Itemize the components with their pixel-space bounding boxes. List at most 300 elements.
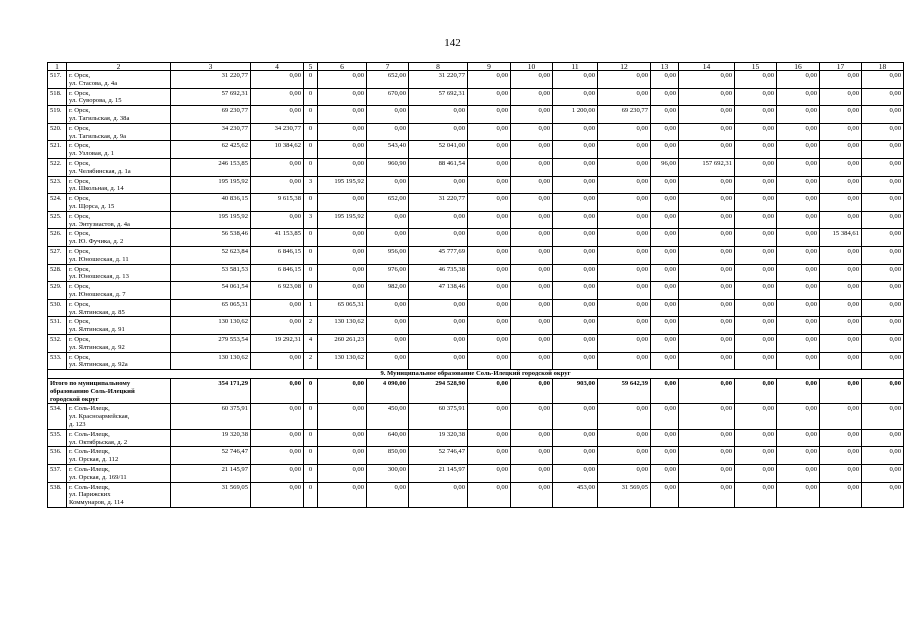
row-number: 520.	[48, 123, 67, 141]
value-cell: 0,00	[735, 71, 777, 89]
value-cell: 0,00	[735, 317, 777, 335]
value-cell: 3	[304, 176, 318, 194]
value-cell: 0,00	[820, 334, 862, 352]
row-number: 528.	[48, 264, 67, 282]
value-cell: 0,00	[468, 229, 511, 247]
value-cell: 0,00	[777, 123, 820, 141]
value-cell: 0,00	[511, 429, 553, 447]
column-header: 3	[171, 63, 251, 71]
value-cell: 130 130,62	[318, 352, 367, 370]
value-cell: 0,00	[651, 299, 679, 317]
value-cell: 0,00	[511, 88, 553, 106]
value-cell: 0,00	[651, 447, 679, 465]
value-cell: 0,00	[820, 211, 862, 229]
value-cell: 0,00	[511, 264, 553, 282]
row-number: 530.	[48, 299, 67, 317]
value-cell: 0,00	[862, 299, 904, 317]
value-cell: 41 153,85	[251, 229, 304, 247]
value-cell: 0,00	[820, 264, 862, 282]
value-cell: 45 777,69	[409, 246, 468, 264]
value-cell: 0,00	[553, 404, 598, 429]
value-cell: 0,00	[777, 447, 820, 465]
value-cell: 0,00	[553, 141, 598, 159]
value-cell: 300,00	[367, 465, 409, 483]
value-cell: 0	[304, 141, 318, 159]
total-value-cell: 0,00	[735, 379, 777, 404]
value-cell: 260 261,23	[318, 334, 367, 352]
value-cell: 0,00	[553, 447, 598, 465]
value-cell: 0,00	[862, 465, 904, 483]
cell-line: ул. Юношеская, д. 7	[69, 290, 126, 298]
value-cell: 0,00	[367, 229, 409, 247]
table-row	[48, 229, 904, 247]
column-header-row	[48, 63, 904, 71]
value-cell: 0	[304, 106, 318, 124]
column-header: 14	[679, 63, 735, 71]
cell-line: г. Орск,	[69, 265, 91, 273]
value-cell: 6 846,15	[251, 246, 304, 264]
value-cell: 0,00	[862, 334, 904, 352]
cell-line: ул. Ялтинская, д. 92	[69, 343, 125, 351]
value-cell: 157 692,31	[679, 158, 735, 176]
value-cell: 0,00	[777, 465, 820, 483]
value-cell: 0	[304, 465, 318, 483]
value-cell: 670,00	[367, 88, 409, 106]
value-cell: 0,00	[367, 106, 409, 124]
value-cell: 0,00	[553, 123, 598, 141]
cell-line: Коммунаров, д. 114	[69, 499, 124, 507]
value-cell: 0,00	[409, 211, 468, 229]
value-cell: 0,00	[598, 282, 651, 300]
table-row	[48, 176, 904, 194]
value-cell: 0,00	[735, 352, 777, 370]
value-cell: 0,00	[679, 246, 735, 264]
value-cell: 652,00	[367, 71, 409, 89]
value-cell: 0,00	[318, 158, 367, 176]
table-row	[48, 141, 904, 159]
value-cell: 0,00	[318, 482, 367, 507]
value-cell: 0,00	[651, 246, 679, 264]
value-cell: 0,00	[553, 429, 598, 447]
value-cell: 2	[304, 352, 318, 370]
value-cell: 0,00	[820, 71, 862, 89]
value-cell: 130 130,62	[171, 352, 251, 370]
value-cell: 0,00	[511, 246, 553, 264]
value-cell: 0	[304, 158, 318, 176]
value-cell: 0,00	[367, 334, 409, 352]
value-cell: 0,00	[409, 229, 468, 247]
value-cell: 0,00	[553, 158, 598, 176]
value-cell: 54 061,54	[171, 282, 251, 300]
total-value-cell: 4 090,00	[367, 379, 409, 404]
value-cell: 0,00	[511, 229, 553, 247]
value-cell: 88 461,54	[409, 158, 468, 176]
value-cell: 0	[304, 447, 318, 465]
total-value-cell: 0,00	[777, 379, 820, 404]
value-cell: 52 041,00	[409, 141, 468, 159]
value-cell: 0	[304, 246, 318, 264]
value-cell: 246 153,85	[171, 158, 251, 176]
value-cell: 0,00	[468, 106, 511, 124]
value-cell: 0,00	[511, 482, 553, 507]
cell-line: г. Орск,	[69, 142, 91, 150]
value-cell: 31 220,77	[409, 71, 468, 89]
value-cell: 0,00	[735, 429, 777, 447]
value-cell: 0,00	[511, 317, 553, 335]
value-cell: 0,00	[651, 334, 679, 352]
value-cell: 0,00	[735, 211, 777, 229]
value-cell: 0,00	[735, 88, 777, 106]
value-cell: 0,00	[553, 352, 598, 370]
total-value-cell: 354 171,29	[171, 379, 251, 404]
cell-line: г. Орск,	[69, 230, 91, 238]
value-cell: 0,00	[679, 123, 735, 141]
row-number: 527.	[48, 246, 67, 264]
value-cell: 0,00	[511, 282, 553, 300]
address-cell	[67, 429, 171, 447]
value-cell: 0,00	[777, 71, 820, 89]
value-cell: 0,00	[251, 447, 304, 465]
value-cell: 0,00	[468, 282, 511, 300]
column-header: 6	[318, 63, 367, 71]
value-cell: 0,00	[251, 106, 304, 124]
value-cell: 0,00	[820, 317, 862, 335]
value-cell: 0,00	[318, 404, 367, 429]
value-cell: 0,00	[777, 482, 820, 507]
column-header: 10	[511, 63, 553, 71]
column-header: 8	[409, 63, 468, 71]
value-cell: 10 384,62	[251, 141, 304, 159]
value-cell: 0,00	[468, 176, 511, 194]
value-cell: 850,00	[367, 447, 409, 465]
value-cell: 0,00	[820, 194, 862, 212]
value-cell: 0,00	[735, 141, 777, 159]
value-cell: 0,00	[553, 211, 598, 229]
total-value-cell: 0,00	[820, 379, 862, 404]
cell-line: образованию Соль-Илецкий	[50, 387, 135, 395]
table-row	[48, 88, 904, 106]
value-cell: 0,00	[251, 211, 304, 229]
value-cell: 0,00	[820, 404, 862, 429]
value-cell: 0,00	[651, 352, 679, 370]
value-cell: 0,00	[468, 334, 511, 352]
value-cell: 960,90	[367, 158, 409, 176]
value-cell: 0,00	[777, 299, 820, 317]
row-number: 538.	[48, 482, 67, 507]
value-cell: 0,00	[598, 447, 651, 465]
value-cell: 21 145,97	[171, 465, 251, 483]
address-cell	[67, 246, 171, 264]
column-header: 18	[862, 63, 904, 71]
value-cell: 0,00	[598, 123, 651, 141]
row-number: 536.	[48, 447, 67, 465]
total-value-cell: 0,00	[318, 379, 367, 404]
value-cell: 0,00	[651, 264, 679, 282]
column-header: 5	[304, 63, 318, 71]
value-cell: 0,00	[820, 106, 862, 124]
value-cell: 0,00	[553, 246, 598, 264]
value-cell: 0,00	[777, 317, 820, 335]
cell-line: г. Соль-Илецк,	[69, 466, 110, 474]
value-cell: 0,00	[651, 211, 679, 229]
value-cell: 0,00	[820, 299, 862, 317]
value-cell: 0,00	[862, 482, 904, 507]
value-cell: 0,00	[862, 88, 904, 106]
value-cell: 0,00	[651, 88, 679, 106]
value-cell: 0,00	[862, 317, 904, 335]
value-cell: 0,00	[679, 88, 735, 106]
value-cell: 0,00	[251, 158, 304, 176]
address-cell	[67, 317, 171, 335]
value-cell: 0,00	[862, 158, 904, 176]
cell-line: г. Орск,	[69, 212, 91, 220]
value-cell: 0,00	[777, 194, 820, 212]
value-cell: 0,00	[598, 465, 651, 483]
value-cell: 0,00	[553, 299, 598, 317]
value-cell: 60 375,91	[171, 404, 251, 429]
value-cell: 0,00	[679, 211, 735, 229]
cell-line: г. Соль-Илецк,	[69, 405, 110, 413]
cell-line: ул. Щорса, д. 15	[69, 202, 115, 210]
value-cell: 6 846,15	[251, 264, 304, 282]
cell-line: г. Орск,	[69, 318, 91, 326]
value-cell: 0,00	[651, 106, 679, 124]
value-cell: 0,00	[468, 429, 511, 447]
value-cell: 0,00	[735, 106, 777, 124]
cell-line: ул. Школьная, д. 14	[69, 185, 124, 193]
address-cell	[67, 71, 171, 89]
address-cell	[67, 282, 171, 300]
cell-line: ул. Ялтинская, д. 91	[69, 326, 125, 334]
cell-line: г. Орск,	[69, 195, 91, 203]
column-header: 15	[735, 63, 777, 71]
value-cell: 0	[304, 194, 318, 212]
value-cell: 0,00	[318, 106, 367, 124]
value-cell: 640,00	[367, 429, 409, 447]
value-cell: 56 538,46	[171, 229, 251, 247]
address-cell	[67, 194, 171, 212]
value-cell: 0,00	[820, 158, 862, 176]
value-cell: 0,00	[251, 299, 304, 317]
value-cell: 0,00	[367, 482, 409, 507]
cell-line: ул. Тагильская, д. 38а	[69, 114, 130, 122]
value-cell: 0,00	[735, 447, 777, 465]
value-cell: 0,00	[511, 465, 553, 483]
value-cell: 2	[304, 317, 318, 335]
row-number: 521.	[48, 141, 67, 159]
value-cell: 0,00	[651, 194, 679, 212]
cell-line: г. Орск,	[69, 300, 91, 308]
value-cell: 0,00	[511, 352, 553, 370]
table-row	[48, 429, 904, 447]
value-cell: 0,00	[468, 317, 511, 335]
value-cell: 0,00	[251, 88, 304, 106]
value-cell: 0,00	[367, 211, 409, 229]
value-cell: 3	[304, 211, 318, 229]
value-cell: 0,00	[553, 264, 598, 282]
value-cell: 0,00	[862, 194, 904, 212]
address-cell	[67, 334, 171, 352]
value-cell: 0,00	[820, 352, 862, 370]
value-cell: 0,00	[862, 176, 904, 194]
value-cell: 0,00	[598, 429, 651, 447]
address-cell	[67, 264, 171, 282]
value-cell: 0,00	[598, 229, 651, 247]
address-cell	[67, 404, 171, 429]
value-cell: 0,00	[679, 282, 735, 300]
value-cell: 0,00	[598, 264, 651, 282]
value-cell: 4	[304, 334, 318, 352]
value-cell: 543,40	[367, 141, 409, 159]
value-cell: 31 569,05	[598, 482, 651, 507]
value-cell: 0,00	[735, 465, 777, 483]
value-cell: 0,00	[679, 352, 735, 370]
value-cell: 0,00	[598, 194, 651, 212]
table-row	[48, 246, 904, 264]
value-cell: 0	[304, 282, 318, 300]
row-number: 532.	[48, 334, 67, 352]
cell-line: ул. Юношеская, д. 13	[69, 273, 129, 281]
value-cell: 15 384,61	[820, 229, 862, 247]
address-cell	[67, 158, 171, 176]
address-cell	[67, 211, 171, 229]
value-cell: 21 145,97	[409, 465, 468, 483]
row-number: 534.	[48, 404, 67, 429]
value-cell: 52 623,84	[171, 246, 251, 264]
value-cell: 0,00	[679, 429, 735, 447]
value-cell: 0,00	[367, 299, 409, 317]
value-cell: 0	[304, 429, 318, 447]
value-cell: 0,00	[468, 447, 511, 465]
cell-line: д. 123	[69, 421, 86, 429]
value-cell: 0,00	[409, 176, 468, 194]
value-cell: 0,00	[367, 352, 409, 370]
value-cell: 65 065,31	[318, 299, 367, 317]
table-row	[48, 465, 904, 483]
cell-line: г. Орск,	[69, 283, 91, 291]
cell-line: г. Орск,	[69, 72, 91, 79]
value-cell: 0,00	[511, 299, 553, 317]
value-cell: 0,00	[735, 123, 777, 141]
total-label	[48, 379, 171, 404]
total-value-cell: 0,00	[651, 379, 679, 404]
value-cell: 0,00	[598, 71, 651, 89]
value-cell: 0,00	[409, 482, 468, 507]
value-cell: 62 425,62	[171, 141, 251, 159]
value-cell: 0,00	[468, 88, 511, 106]
value-cell: 19 320,38	[409, 429, 468, 447]
value-cell: 0,00	[598, 211, 651, 229]
value-cell: 1	[304, 299, 318, 317]
value-cell: 982,00	[367, 282, 409, 300]
value-cell: 0,00	[598, 176, 651, 194]
column-header: 7	[367, 63, 409, 71]
value-cell: 0,00	[820, 88, 862, 106]
total-value-cell: 0,00	[511, 379, 553, 404]
value-cell: 0,00	[777, 229, 820, 247]
cell-line: ул. Орская, д. 169/11	[69, 473, 127, 481]
value-cell: 34 230,77	[171, 123, 251, 141]
value-cell: 0	[304, 71, 318, 89]
value-cell: 0,00	[735, 229, 777, 247]
table-row	[48, 264, 904, 282]
row-number: 531.	[48, 317, 67, 335]
value-cell: 0,00	[862, 282, 904, 300]
row-number: 517.	[48, 71, 67, 89]
value-cell: 0,00	[468, 211, 511, 229]
cell-line: ул. Ю. Фучика, д. 2	[69, 238, 124, 246]
cell-line: ул. Челябинская, д. 1а	[69, 167, 131, 175]
row-number: 524.	[48, 194, 67, 212]
value-cell: 0,00	[318, 282, 367, 300]
value-cell: 0,00	[679, 447, 735, 465]
value-cell: 0,00	[735, 299, 777, 317]
value-cell: 0,00	[777, 211, 820, 229]
value-cell: 0,00	[598, 299, 651, 317]
cell-line: ул. Узловая, д. 1	[69, 150, 115, 158]
value-cell: 1 200,00	[553, 106, 598, 124]
value-cell: 0,00	[735, 282, 777, 300]
value-cell: 0,00	[679, 482, 735, 507]
value-cell: 0,00	[679, 71, 735, 89]
cell-line: ул. Энтузиастов, д. 4а	[69, 220, 130, 228]
value-cell: 0,00	[777, 334, 820, 352]
column-header: 17	[820, 63, 862, 71]
value-cell: 0,00	[468, 141, 511, 159]
cell-line: ул. Парижских	[69, 491, 111, 499]
value-cell: 0,00	[318, 447, 367, 465]
total-row	[48, 379, 904, 404]
value-cell: 0,00	[553, 229, 598, 247]
cell-line: г. Орск,	[69, 124, 91, 132]
value-cell: 0,00	[820, 447, 862, 465]
value-cell: 0,00	[318, 194, 367, 212]
value-cell: 0,00	[820, 482, 862, 507]
value-cell: 0,00	[318, 141, 367, 159]
value-cell: 0,00	[409, 352, 468, 370]
value-cell: 0,00	[651, 123, 679, 141]
value-cell: 0,00	[409, 106, 468, 124]
value-cell: 0,00	[862, 352, 904, 370]
cell-line: ул. Красноармейская,	[69, 413, 130, 421]
value-cell: 0,00	[735, 334, 777, 352]
value-cell: 0,00	[318, 264, 367, 282]
value-cell: 0,00	[511, 194, 553, 212]
cell-line: городской округ	[50, 395, 99, 403]
value-cell: 0,00	[820, 246, 862, 264]
value-cell: 0,00	[468, 482, 511, 507]
value-cell: 0,00	[511, 404, 553, 429]
column-header: 1	[48, 63, 67, 71]
total-value-cell: 294 528,90	[409, 379, 468, 404]
value-cell: 0,00	[651, 482, 679, 507]
value-cell: 0,00	[511, 71, 553, 89]
value-cell: 0,00	[468, 299, 511, 317]
value-cell: 450,00	[367, 404, 409, 429]
value-cell: 0,00	[735, 176, 777, 194]
value-cell: 0,00	[777, 264, 820, 282]
value-cell: 0,00	[318, 71, 367, 89]
table-row	[48, 282, 904, 300]
value-cell: 0,00	[598, 317, 651, 335]
value-cell: 0,00	[511, 176, 553, 194]
table-row	[48, 352, 904, 370]
value-cell: 0,00	[651, 229, 679, 247]
column-header: 13	[651, 63, 679, 71]
value-cell: 0,00	[735, 246, 777, 264]
total-value-cell: 0,00	[468, 379, 511, 404]
value-cell: 19 292,31	[251, 334, 304, 352]
